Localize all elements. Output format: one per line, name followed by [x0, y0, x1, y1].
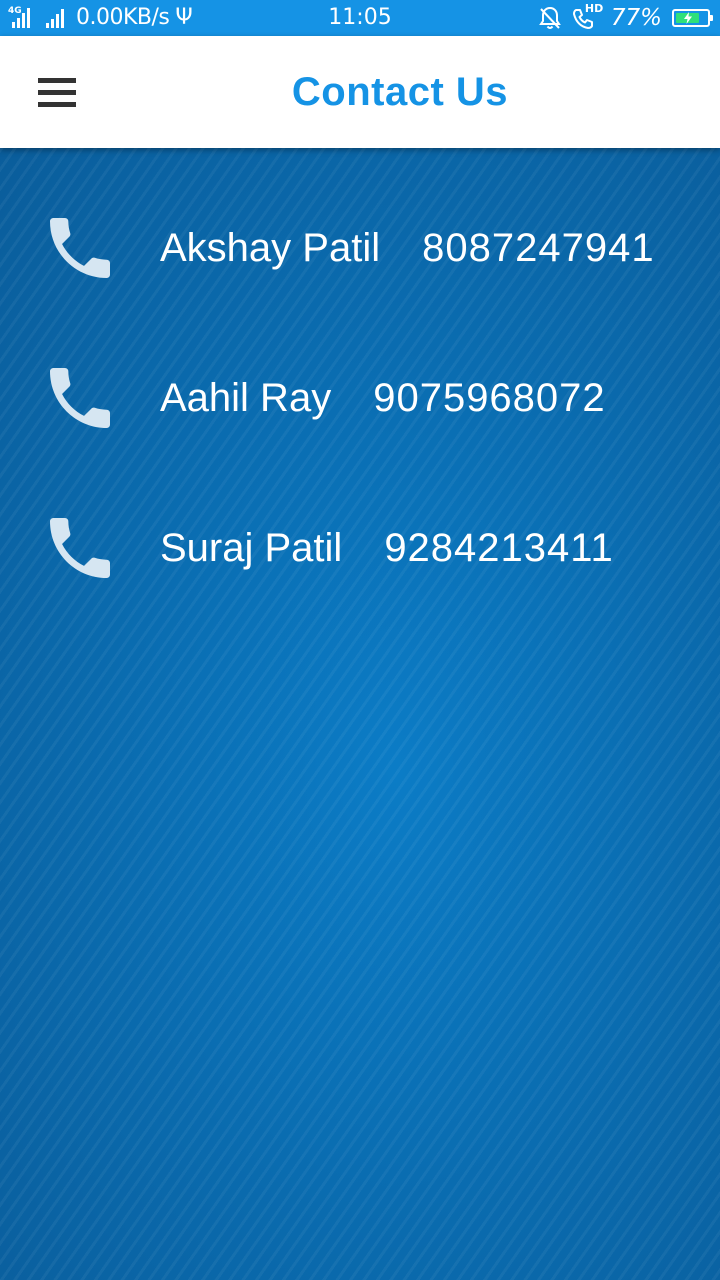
hd-call-icon — [571, 2, 604, 31]
notifications-muted-icon — [539, 6, 561, 30]
phone-icon[interactable] — [40, 508, 120, 588]
usb-icon: Ψ — [175, 5, 193, 30]
contact-phone-number[interactable]: 8087247941 — [422, 226, 655, 270]
contact-phone-number[interactable]: 9075968072 — [373, 376, 606, 420]
battery-percent: 77% — [610, 5, 662, 31]
clock: 11:05 — [328, 5, 392, 30]
phone-icon[interactable] — [40, 208, 120, 288]
status-bar — [0, 0, 720, 36]
phone-icon[interactable] — [40, 358, 120, 438]
charging-bolt-icon — [683, 12, 693, 24]
data-speed: 0.00KB/s — [76, 5, 170, 30]
network-type-label: 4G — [8, 6, 22, 16]
contact-phone-number[interactable]: 9284213411 — [384, 526, 614, 570]
battery-icon — [672, 9, 710, 27]
contact-row — [0, 498, 720, 608]
page-title: Contact Us — [291, 70, 509, 114]
contact-name: Aahil Ray — [160, 376, 332, 420]
contact-list — [0, 148, 720, 1280]
contact-row — [0, 348, 720, 458]
hamburger-menu-icon[interactable] — [38, 76, 76, 108]
contact-name: Suraj Patil — [160, 526, 343, 570]
hd-label: HD — [584, 2, 604, 15]
contact-row — [0, 198, 720, 308]
app-bar — [0, 36, 720, 148]
contact-name: Akshay Patil — [160, 226, 381, 270]
